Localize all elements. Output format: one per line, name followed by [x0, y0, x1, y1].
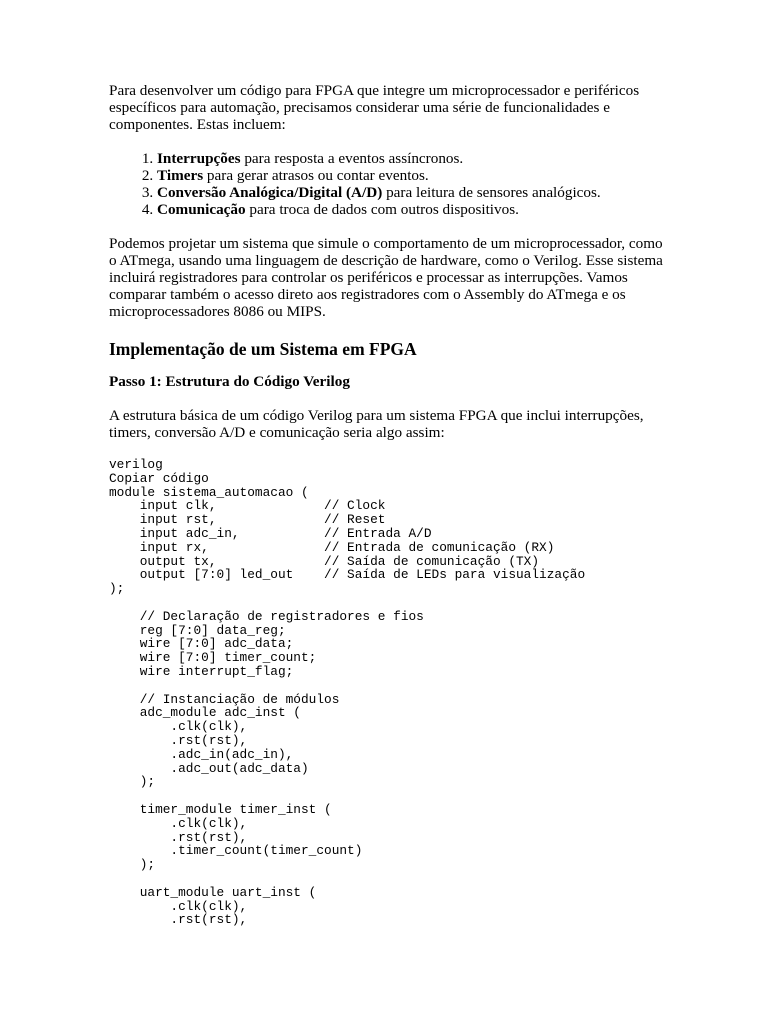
list-item-bold: Timers [157, 167, 204, 184]
list-item-text: para gerar atrasos ou contar eventos. [203, 167, 429, 184]
list-item [157, 184, 669, 201]
step-heading: Passo 1: Estrutura do Código Verilog [109, 373, 350, 390]
intro-paragraph: Para desenvolver um código para FPGA que integre um microprocessador e periféricos específicos para automação, precisamos considerar uma série de funcionalidades e componentes. Estas incluem: [109, 82, 640, 133]
list-item [157, 150, 669, 167]
structure-paragraph: A estrutura básica de um código Verilog para um sistema FPGA que inclui interrupções, timers, conversão A/D e comunicação seria algo assim: [109, 407, 644, 441]
list-item [157, 201, 669, 218]
document-page [109, 82, 669, 927]
list-item-text: para resposta a eventos assíncronos. [240, 150, 464, 167]
list-item-bold: Interrupções [157, 150, 241, 167]
list-item-text: para troca de dados com outros dispositivos. [245, 201, 519, 218]
system-paragraph: Podemos projetar um sistema que simule o comportamento de um microprocessador, como o ATmega, usando uma linguagem de descrição de hardware, como o Verilog. Esse sistema incluirá registradores para controlar os periféricos e processar as interrupções. Vamos comparar também o acesso direto aos registradores com o Assembly do ATmega e os microprocessadores 8086 ou MIPS. [109, 235, 663, 320]
list-item-text: para leitura de sensores analógicos. [382, 184, 601, 201]
section-heading: Implementação de um Sistema em FPGA [109, 339, 417, 359]
features-list [109, 150, 669, 218]
verilog-code-block: verilog Copiar código module sistema_automacao ( input clk, // Clock input rst, // Reset input adc_in, // Entrada A/D input rx, // Entrada de comunicação (RX) output tx, // Saída de comunicação (TX) output [7:0] led_out // Saída de LEDs para visualização ); // Declaração de registradores e fios reg [7:0] data_reg; wire [7:0] adc_data; wire [7:0] timer_count; wire interrupt_flag; // Instanciação de módulos adc_module adc_inst ( .clk(clk), .rst(rst), .adc_in(adc_in), .adc_out(adc_data) ); timer_module timer_inst ( .clk(clk), .rst(rst), .timer_count(timer_count) ); uart_module uart_inst ( .clk(clk), .rst(rst), [109, 457, 586, 928]
list-item-bold: Comunicação [157, 201, 246, 218]
list-item-bold: Conversão Analógica/Digital (A/D) [157, 184, 383, 201]
list-item [157, 167, 669, 184]
